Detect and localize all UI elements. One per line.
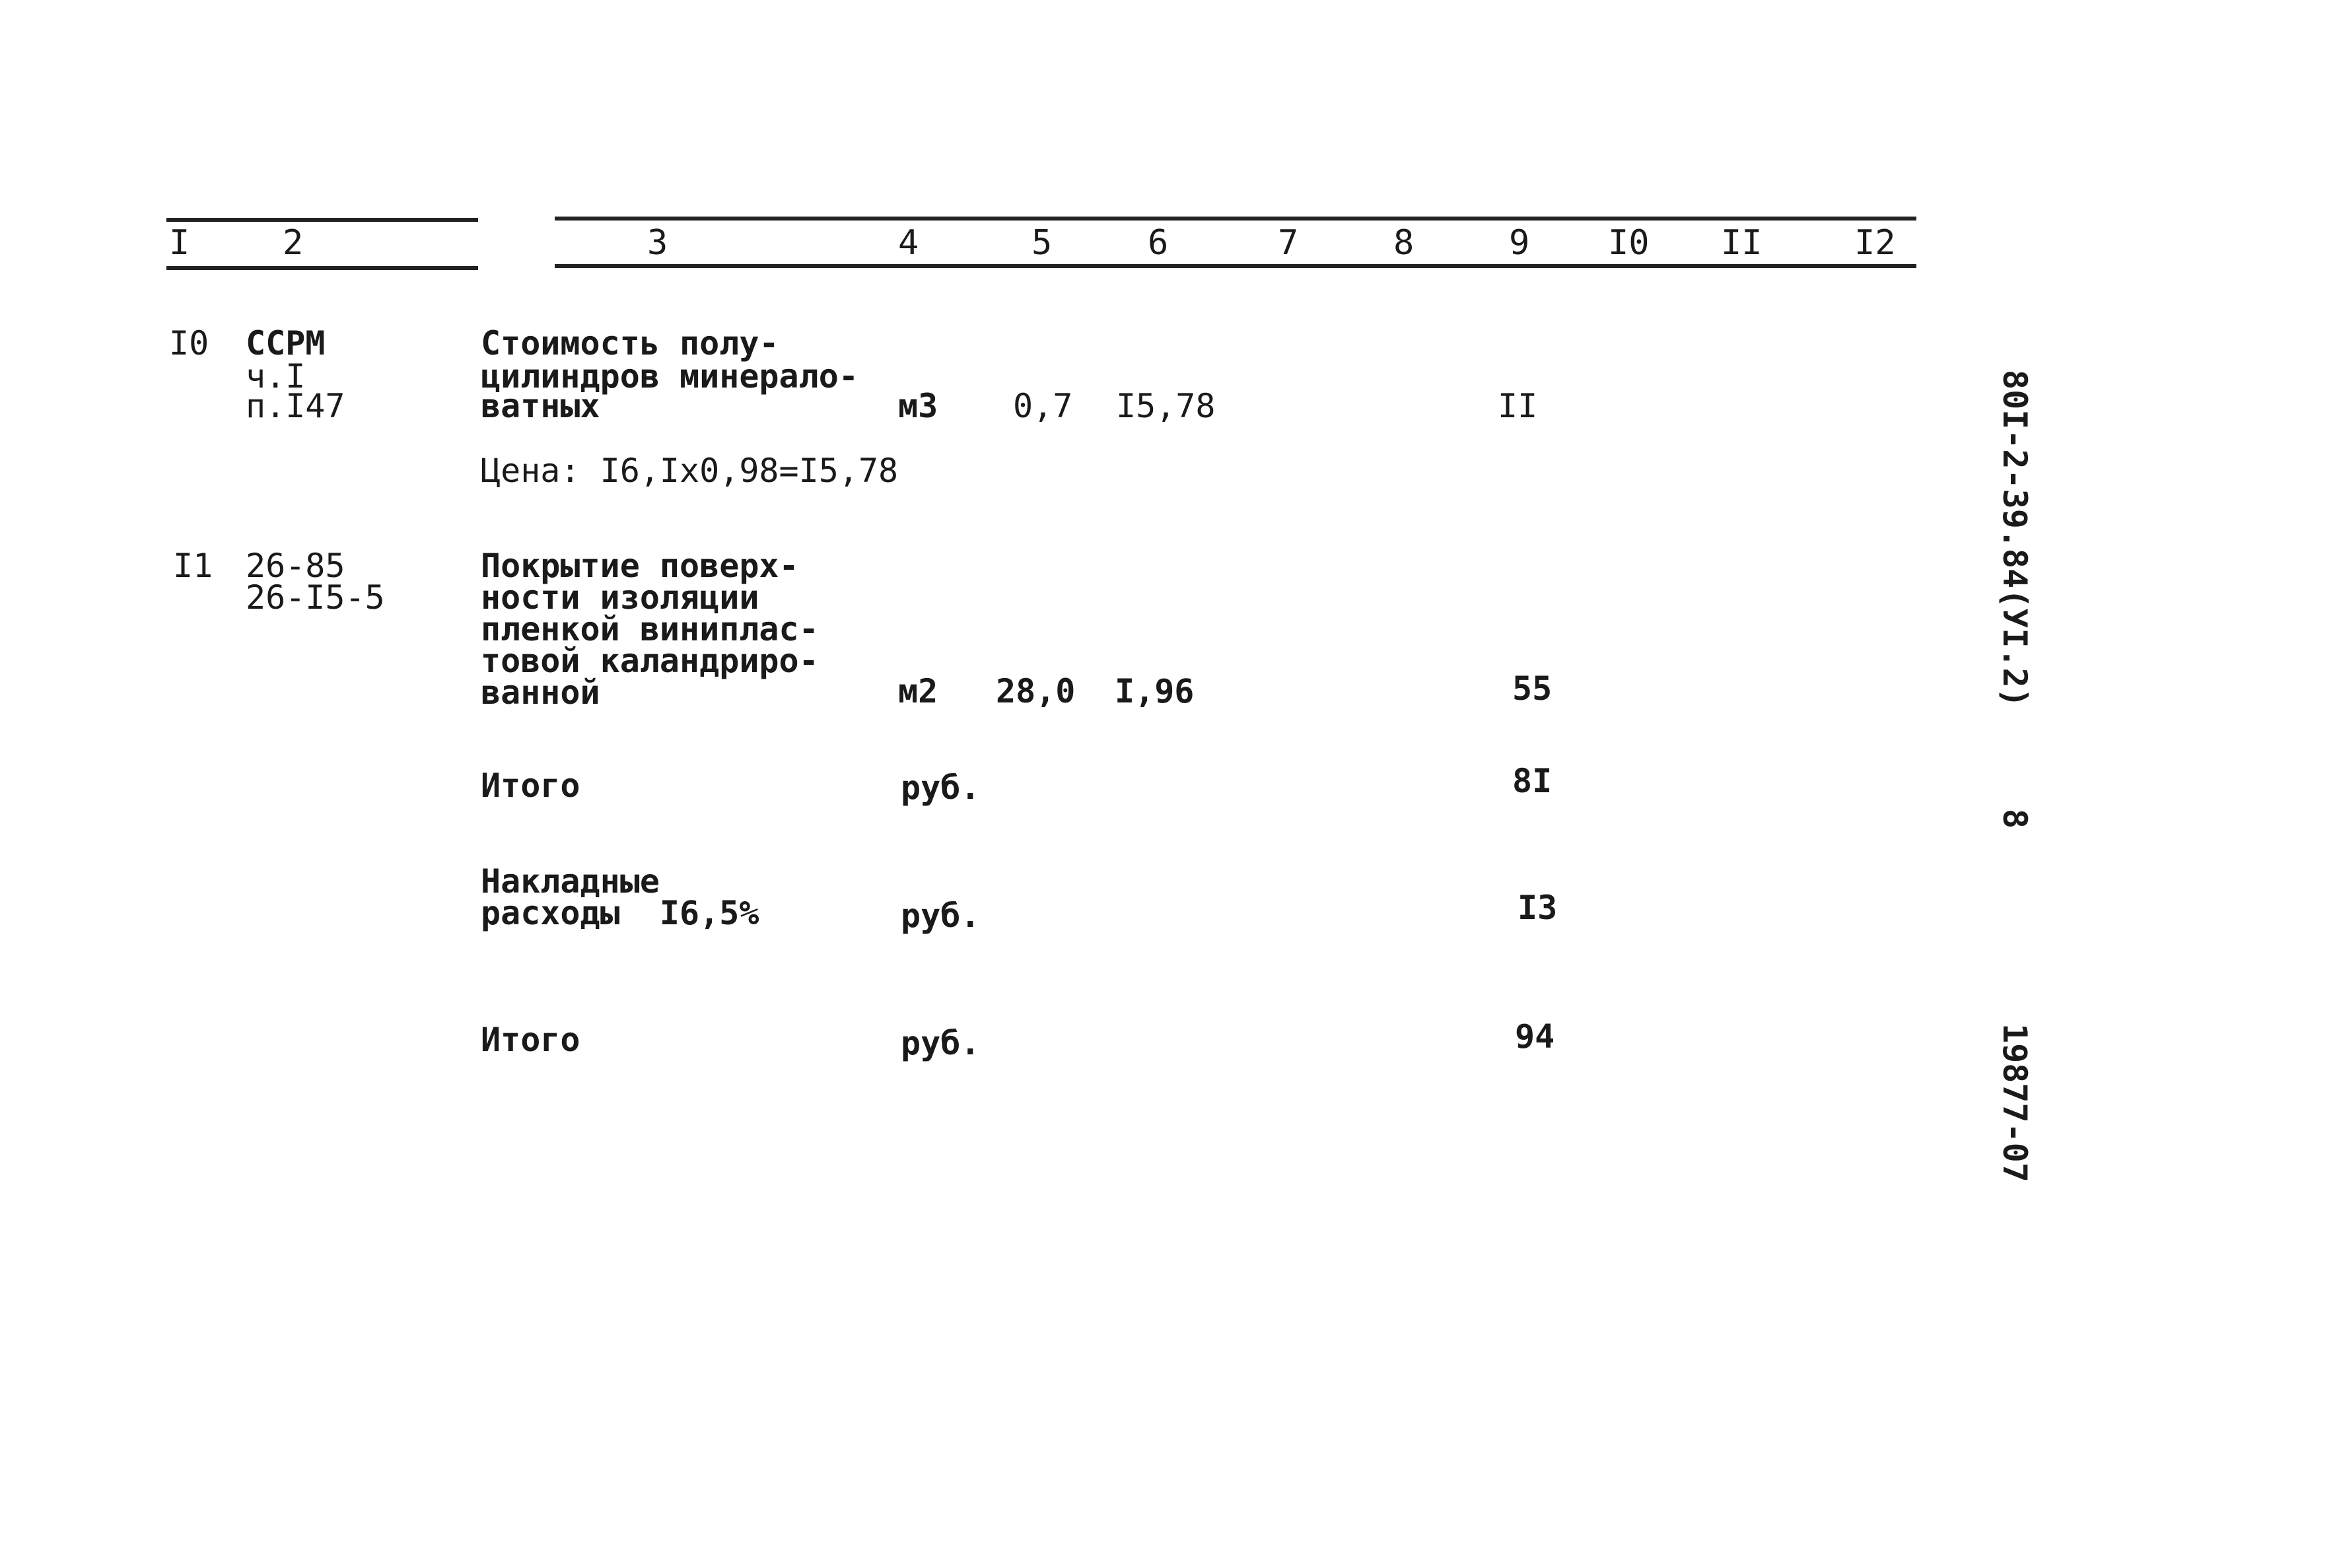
row-name-line: товой каландриро- <box>481 642 819 680</box>
column-header-3: 3 <box>647 223 668 263</box>
summary-total: I3 <box>1518 889 1558 927</box>
row-reference-line: ч.I <box>246 357 306 395</box>
summary-label: Итого <box>481 767 580 805</box>
document-code: 80I-2-39.84(УI.2) <box>1996 370 2034 708</box>
column-header-12: I2 <box>1854 223 1896 263</box>
row-reference-line: 26-I5-5 <box>246 578 385 617</box>
summary-unit: руб. <box>901 768 981 807</box>
row-name-line: цилиндров минерало- <box>481 357 858 395</box>
row-name-line: ватных <box>481 387 600 425</box>
row-unit-price: I,96 <box>1115 672 1195 710</box>
column-header-10: I0 <box>1608 223 1650 263</box>
row-number: I1 <box>173 547 213 585</box>
summary-unit: руб. <box>901 1024 981 1062</box>
column-header-9: 9 <box>1509 223 1530 263</box>
summary-label: расходы I6,5% <box>481 894 759 932</box>
summary-total: 8I <box>1512 762 1553 800</box>
header-top-rule-right <box>555 217 1916 221</box>
header-bottom-rule-right <box>555 264 1916 268</box>
row-reference-line: 26-85 <box>246 547 345 585</box>
summary-label: Накладные <box>481 862 660 901</box>
row-total: II <box>1498 387 1538 425</box>
archive-number: 19877-07 <box>1996 1023 2034 1182</box>
summary-unit: руб. <box>901 897 981 935</box>
header-bottom-rule-left <box>166 266 478 270</box>
row-name-line: ности изоляции <box>481 578 759 617</box>
column-header-8: 8 <box>1393 223 1415 263</box>
header-top-rule-left <box>166 218 478 222</box>
column-header-11: II <box>1721 223 1763 263</box>
row-name-line: Покрытие поверх- <box>481 547 799 585</box>
row-unit: м2 <box>898 672 938 710</box>
page-number: 8 <box>1996 809 2034 829</box>
row-unit: м3 <box>898 387 938 425</box>
column-header-1: I <box>169 223 190 263</box>
row-price-note: Цена: I6,Ix0,98=I5,78 <box>481 452 899 490</box>
row-unit-price: I5,78 <box>1116 387 1216 425</box>
row-number: I0 <box>169 324 209 362</box>
row-reference-line: ССРМ <box>246 324 326 362</box>
row-name-line: пленкой виниплас- <box>481 610 819 648</box>
row-quantity: 28,0 <box>996 672 1076 710</box>
row-name-line: Стоимость полу- <box>481 324 779 362</box>
column-header-5: 5 <box>1031 223 1053 263</box>
row-name-line: ванной <box>481 673 600 712</box>
column-header-7: 7 <box>1278 223 1299 263</box>
row-quantity: 0,7 <box>1013 387 1073 425</box>
summary-total: 94 <box>1515 1017 1555 1056</box>
row-reference-line: п.I47 <box>246 387 345 425</box>
column-header-4: 4 <box>898 223 919 263</box>
row-total: 55 <box>1512 669 1553 708</box>
column-header-2: 2 <box>283 223 304 263</box>
column-header-6: 6 <box>1148 223 1169 263</box>
summary-label: Итого <box>481 1021 580 1059</box>
